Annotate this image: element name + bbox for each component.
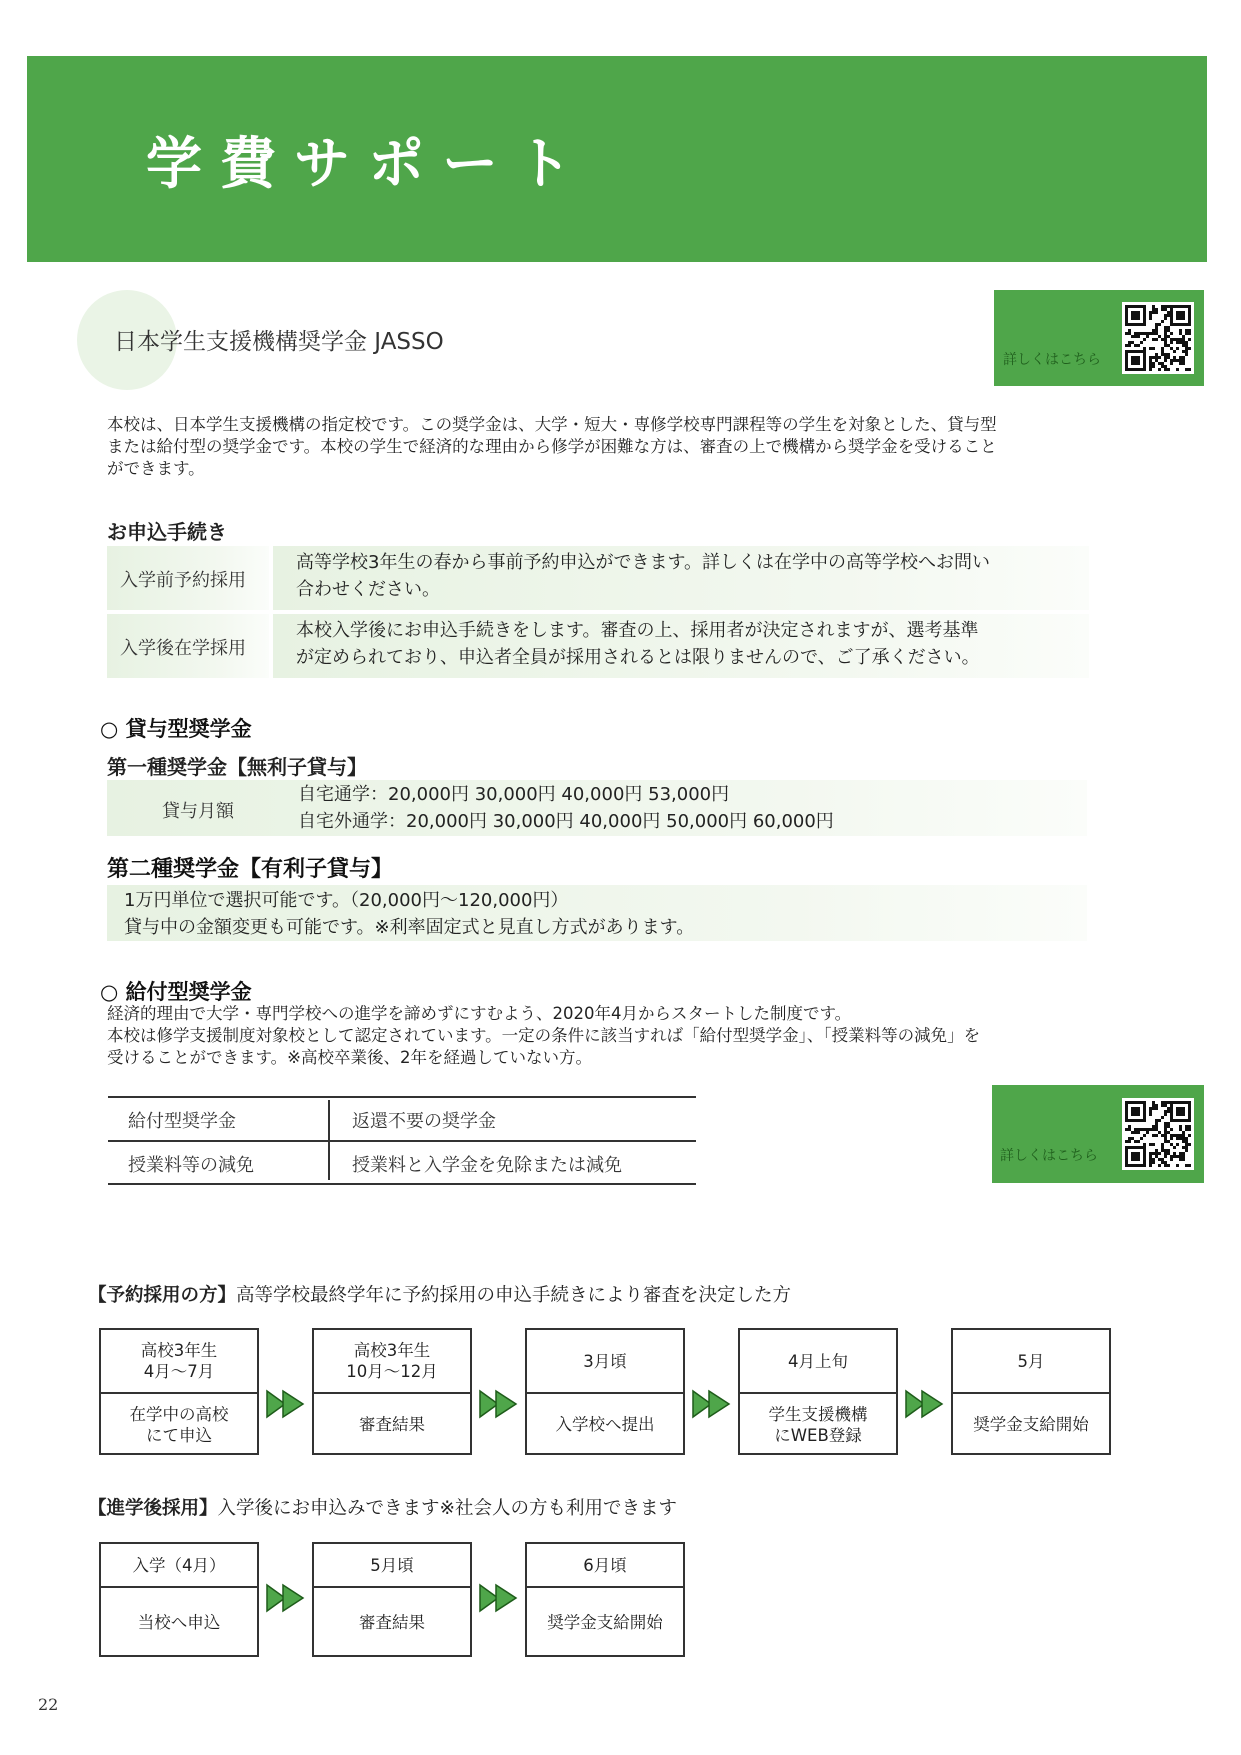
section-title-jasso: 日本学生支援機構奨学金 JASSO — [114, 329, 444, 355]
flow-step-when: 3月頃 — [583, 1351, 627, 1371]
page-number: 22 — [38, 1695, 59, 1714]
flow-reserve-caption — [88, 1281, 791, 1307]
text-line: 自宅外通学：20,000円 30,000円 40,000円 50,000円 60,000円 — [298, 811, 834, 832]
flow-step-what: 入学校へ提出 — [555, 1415, 655, 1434]
procedure-label: 入学前予約採用 — [120, 570, 246, 591]
qr-code-icon[interactable] — [1122, 1098, 1194, 1170]
flow-step-what: 審査結果 — [359, 1613, 425, 1632]
text-line: 合わせください。 — [296, 579, 440, 600]
type2-heading: 第二種奨学金【有利子貸与】 — [107, 857, 394, 882]
qr-code-icon[interactable] — [1122, 302, 1194, 374]
type1-heading: 第一種奨学金【無利子貸与】 — [107, 755, 367, 779]
intro-line: または給付型の奨学金です。本校の学生で経済的な理由から修学が困難な方は、審査の上で機構から奨学金を受けること — [107, 437, 997, 456]
intro-line: 本校は、日本学生支援機構の指定校です。この奨学金は、大学・短大・専修学校専門課程等の学生を対象とした、貸与型 — [107, 415, 997, 434]
flow-step-what: 学生支援機構 にWEB登録 — [768, 1404, 868, 1445]
table-term: 授業料等の減免 — [128, 1155, 254, 1176]
flow-step-when: 4月上旬 — [788, 1351, 848, 1371]
text-line: 1万円単位で選択可能です。（20,000円～120,000円） — [124, 890, 569, 911]
flow-step-what: 奨学金支給開始 — [973, 1415, 1089, 1434]
flow-tag: 【予約採用の方】 — [88, 1285, 237, 1306]
procedure-text — [296, 617, 1076, 671]
flow-desc: 高等学校最終学年に予約採用の申込手続きにより審査を決定した方 — [236, 1285, 792, 1306]
flow-after-caption — [88, 1494, 677, 1520]
procedure-heading: お申込手続き — [107, 520, 227, 544]
page-title: 学費サポート — [146, 132, 590, 197]
text-line: が定められており、申込者全員が採用されるとは限りませんので、ご了承ください。 — [296, 647, 980, 668]
table-rule — [108, 1140, 696, 1142]
table-term: 給付型奨学金 — [128, 1111, 236, 1132]
flow-step — [312, 1542, 472, 1657]
flow-step-what: 審査結果 — [359, 1415, 425, 1434]
flow-step-when: 5月 — [1017, 1351, 1045, 1371]
type1-amounts — [298, 781, 1078, 835]
table-vertical-rule — [328, 1100, 330, 1180]
text-line: 高等学校3年生の春から事前予約申込ができます。詳しくは在学中の高等学校へお問い — [296, 552, 991, 573]
table-desc: 返還不要の奨学金 — [352, 1111, 496, 1132]
jasso-intro — [107, 414, 1087, 480]
flow-reserve-steps — [99, 1328, 1124, 1458]
text-line: 本校入学後にお申込手続きをします。審査の上、採用者が決定されますが、選考基準 — [296, 620, 979, 641]
grant-description — [107, 1003, 1087, 1069]
double-chevron-right-icon — [265, 1387, 309, 1421]
flow-step — [738, 1328, 898, 1455]
procedure-label: 入学後在学採用 — [120, 638, 246, 659]
flow-step — [951, 1328, 1111, 1455]
loan-heading: ○ 貸与型奨学金 — [100, 717, 252, 741]
double-chevron-right-icon — [478, 1581, 522, 1615]
flow-step-when: 高校3年生 4月～7月 — [140, 1341, 218, 1381]
procedure-text — [296, 549, 1076, 603]
flow-tag: 【進学後採用】 — [88, 1498, 218, 1519]
flow-step — [312, 1328, 472, 1455]
type1-label: 貸与月額 — [162, 801, 234, 822]
table-desc: 授業料と入学金を免除または減免 — [352, 1155, 622, 1176]
flow-step-what: 奨学金支給開始 — [547, 1613, 663, 1632]
double-chevron-right-icon — [265, 1581, 309, 1615]
flow-step — [525, 1328, 685, 1455]
double-chevron-right-icon — [691, 1387, 735, 1421]
double-chevron-right-icon — [478, 1387, 522, 1421]
flow-step-when: 5月頃 — [370, 1555, 414, 1575]
intro-line: ができます。 — [107, 459, 205, 478]
flow-step-when: 入学（4月） — [132, 1555, 226, 1575]
table-rule — [108, 1183, 696, 1185]
double-chevron-right-icon — [904, 1387, 948, 1421]
type2-text — [124, 887, 1074, 941]
grant-heading: ○ 給付型奨学金 — [100, 980, 252, 1004]
text-line: 受けることができます。※高校卒業後、2年を経過していない方。 — [107, 1048, 593, 1067]
text-line: 経済的理由で大学・専門学校への進学を諦めずにすむよう、2020年4月からスタートした制度です。 — [107, 1004, 852, 1023]
table-rule — [108, 1096, 696, 1098]
qr-label: 詳しくはこちら — [1003, 352, 1101, 368]
flow-desc: 入学後にお申込みできます※社会人の方も利用できます — [217, 1498, 678, 1519]
flow-step-what: 在学中の高校 にて申込 — [129, 1404, 229, 1445]
grant-table — [108, 1096, 696, 1186]
flow-step-when: 6月頃 — [583, 1555, 627, 1575]
flow-step — [525, 1542, 685, 1657]
text-line: 自宅通学：20,000円 30,000円 40,000円 53,000円 — [298, 784, 730, 805]
text-line: 本校は修学支援制度対象校として認定されています。一定の条件に該当すれば「給付型奨学金」、「授業料等の減免」を — [107, 1026, 981, 1045]
qr-label: 詳しくはこちら — [1000, 1148, 1098, 1164]
flow-step-what: 当校へ申込 — [137, 1613, 221, 1632]
flow-step — [99, 1542, 259, 1657]
text-line: 貸与中の金額変更も可能です。※利率固定式と見直し方式があります。 — [124, 917, 695, 938]
qr-link-box-jasso[interactable] — [994, 290, 1204, 386]
flow-step — [99, 1328, 259, 1455]
qr-link-box-grant[interactable] — [992, 1085, 1204, 1183]
flow-after-steps — [99, 1542, 699, 1662]
flow-step-when: 高校3年生 10月～12月 — [346, 1341, 438, 1381]
